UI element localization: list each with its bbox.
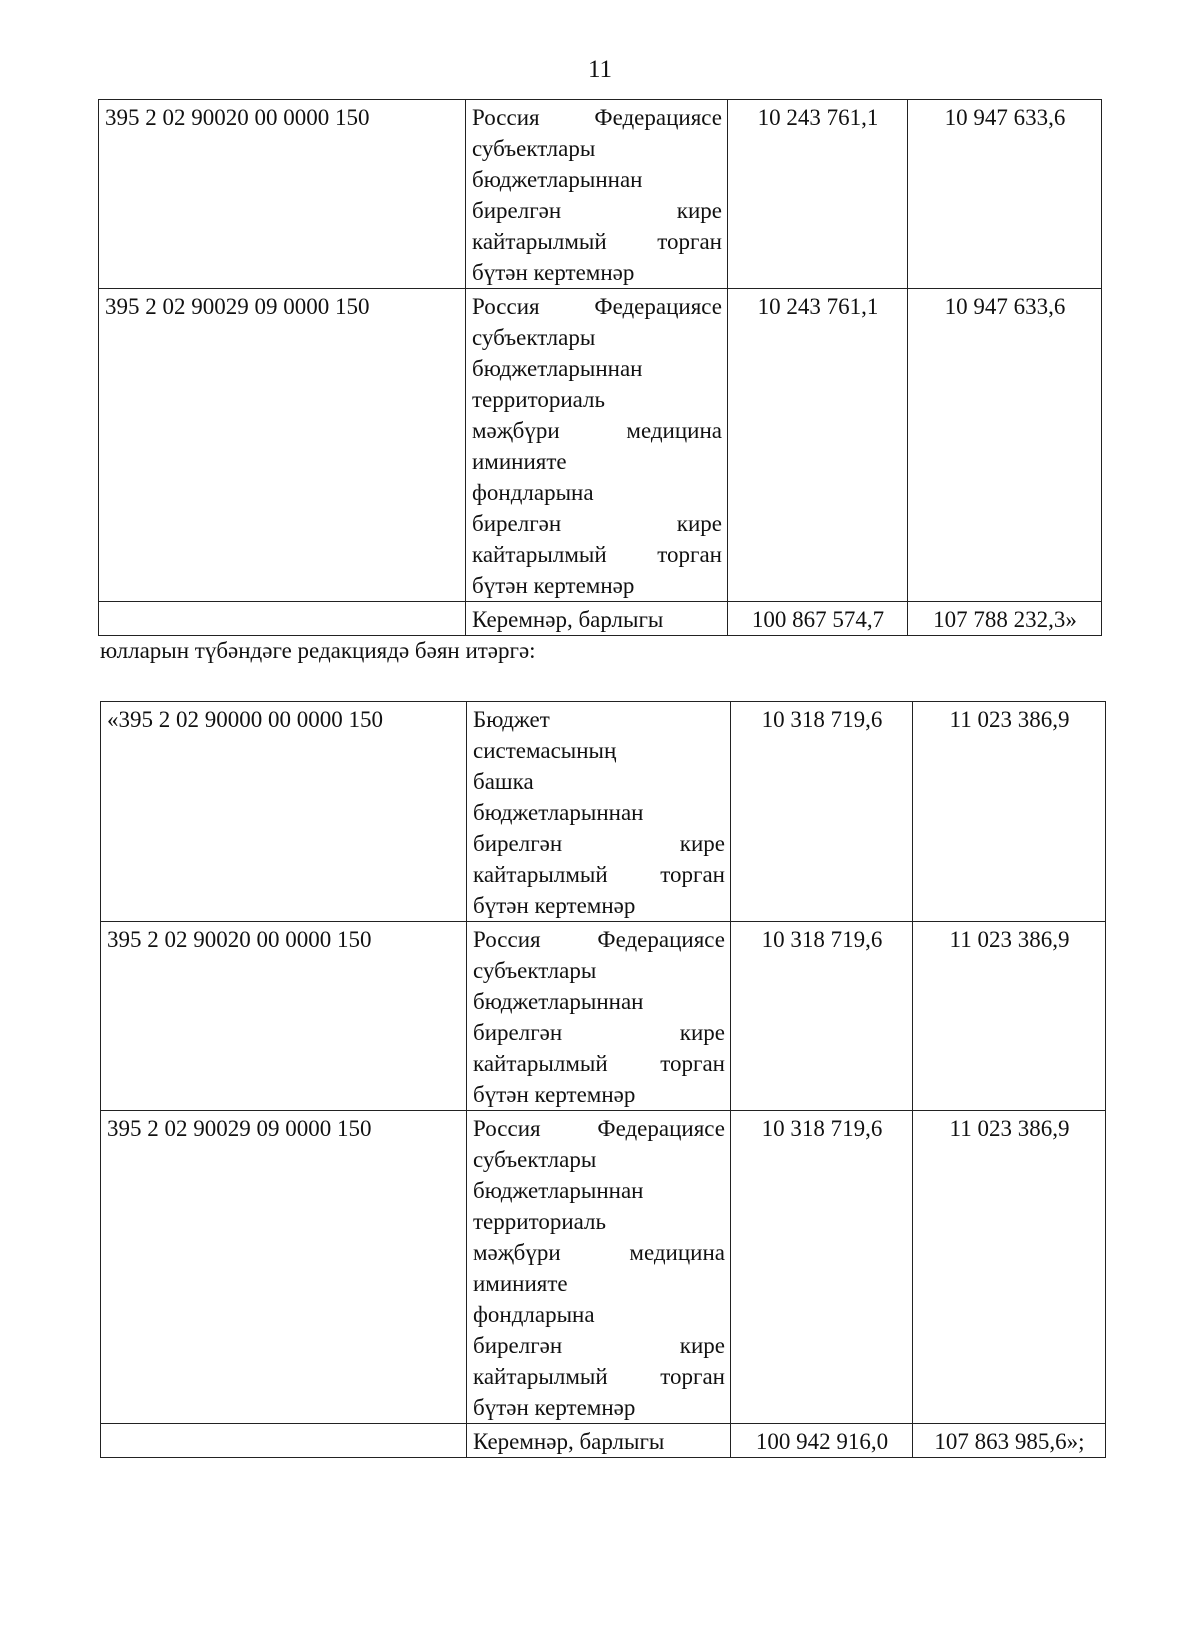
description-cell	[467, 702, 731, 922]
table-row	[99, 100, 1102, 289]
description-line: бирелгән кире	[473, 831, 725, 856]
description-line: бүтән кертемнәр	[473, 1395, 636, 1420]
description-line: субъектлары	[472, 136, 596, 161]
amount-year-2-cell: 11 023 386,9	[913, 1111, 1106, 1424]
amount-year-2-cell: 10 947 633,6	[908, 100, 1102, 289]
description-line: бүтән кертемнәр	[472, 260, 635, 285]
description-line: кайтарылмый торган	[472, 229, 722, 254]
total-year-1-cell: 100 867 574,7	[728, 602, 908, 636]
description-cell	[467, 922, 731, 1111]
description-line: мәҗбүри медицина	[473, 1240, 725, 1265]
amount-year-1-cell: 10 318 719,6	[731, 702, 913, 922]
description-line: Россия Федерациясе	[473, 1116, 725, 1141]
amount-year-1-cell: 10 243 761,1	[728, 100, 908, 289]
description-line: башка	[473, 769, 534, 794]
total-year-2-cell: 107 788 232,3»	[908, 602, 1102, 636]
description-line: иминияте	[473, 1271, 568, 1296]
description-line: Россия Федерациясе	[472, 105, 722, 130]
description-line: фондларына	[473, 1302, 595, 1327]
budget-code-cell: 395 2 02 90020 00 0000 150	[99, 100, 466, 289]
description-line: Бюджет	[473, 707, 550, 732]
amount-year-1-cell: 10 318 719,6	[731, 1111, 913, 1424]
description-line: фондларына	[472, 480, 594, 505]
description-line: бирелгән кире	[473, 1333, 725, 1358]
empty-cell	[101, 1424, 467, 1458]
description-line: субъектлары	[473, 958, 597, 983]
description-line: бюджетларыннан	[473, 1178, 644, 1203]
total-label: Керемнәр, барлыгы	[467, 1424, 731, 1458]
description-line: кайтарылмый торган	[473, 862, 725, 887]
total-label: Керемнәр, барлыгы	[466, 602, 728, 636]
amount-year-2-cell: 10 947 633,6	[908, 289, 1102, 602]
description-cell	[467, 1111, 731, 1424]
description-line: бюджетларыннан	[473, 989, 644, 1014]
description-line: бүтән кертемнәр	[473, 1082, 636, 1107]
budget-code-cell: 395 2 02 90029 09 0000 150	[99, 289, 466, 602]
description-line: кайтарылмый торган	[473, 1364, 725, 1389]
total-year-2-cell: 107 863 985,6»;	[913, 1424, 1106, 1458]
description-line: иминияте	[472, 449, 567, 474]
table-2-body	[101, 702, 1106, 1458]
budget-code-cell: 395 2 02 90020 00 0000 150	[101, 922, 467, 1111]
total-row	[99, 602, 1102, 636]
budget-code-cell: 395 2 02 90029 09 0000 150	[101, 1111, 467, 1424]
budget-table-new	[100, 701, 1106, 1458]
description-line: кайтарылмый торган	[473, 1051, 725, 1076]
description-cell	[466, 100, 728, 289]
description-line: бирелгән кире	[472, 511, 722, 536]
description-line: кайтарылмый торган	[472, 542, 722, 567]
total-row	[101, 1424, 1106, 1458]
total-year-1-cell: 100 942 916,0	[731, 1424, 913, 1458]
page-number: 11	[587, 56, 613, 83]
description-line: мәҗбүри медицина	[472, 418, 722, 443]
budget-code-cell: «395 2 02 90000 00 0000 150	[101, 702, 467, 922]
description-line: бирелгән кире	[472, 198, 722, 223]
description-line: системасының	[473, 738, 617, 763]
amendment-instruction: юлларын түбәндәге редакциядә бәян итәргә:	[100, 638, 536, 663]
description-line: бюджетларыннан	[472, 356, 643, 381]
description-line: бирелгән кире	[473, 1020, 725, 1045]
amount-year-2-cell: 11 023 386,9	[913, 922, 1106, 1111]
table-row	[99, 289, 1102, 602]
amount-year-1-cell: 10 318 719,6	[731, 922, 913, 1111]
table-row	[101, 922, 1106, 1111]
table-row	[101, 1111, 1106, 1424]
description-line: Россия Федерациясе	[473, 927, 725, 952]
description-line: субъектлары	[473, 1147, 597, 1172]
table-row	[101, 702, 1106, 922]
amount-year-2-cell: 11 023 386,9	[913, 702, 1106, 922]
description-line: бюджетларыннан	[472, 167, 643, 192]
description-line: территориаль	[473, 1209, 607, 1234]
description-line: Россия Федерациясе	[472, 294, 722, 319]
description-line: территориаль	[472, 387, 606, 412]
description-line: субъектлары	[472, 325, 596, 350]
description-cell	[466, 289, 728, 602]
budget-table-old	[98, 99, 1102, 636]
description-line: бүтән кертемнәр	[473, 893, 636, 918]
amount-year-1-cell: 10 243 761,1	[728, 289, 908, 602]
table-1-body	[99, 100, 1102, 636]
description-line: бүтән кертемнәр	[472, 573, 635, 598]
empty-cell	[99, 602, 466, 636]
description-line: бюджетларыннан	[473, 800, 644, 825]
